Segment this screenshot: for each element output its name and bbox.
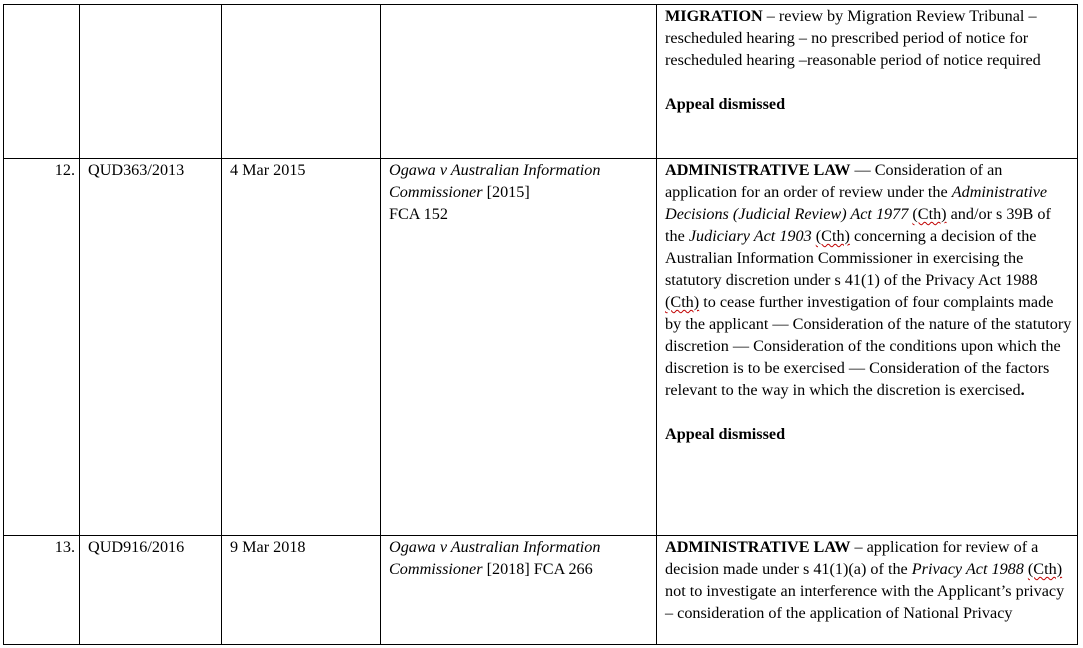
- table-row: [4, 536, 1078, 645]
- jurisdiction-abbrev: (Cth): [665, 293, 700, 311]
- jurisdiction-abbrev: (Cth): [815, 227, 850, 245]
- summary-text: concerning a decision of the Australian Information Commissioner in exercising the statutory discretion under s 41(1) of the Privacy Act 1988: [665, 227, 1038, 289]
- summary-text: to cease further investigation of four complaints made by the applicant — Consideration of the nature of the statutory discretion — Consideration of the conditions upon which the discretion is to be exercised — Consideration of the factors relevant to the way in which the discretion is exercised: [665, 293, 1072, 399]
- table-row: [4, 5, 1078, 159]
- judgment-date: 4 Mar 2015: [222, 159, 381, 536]
- jurisdiction-abbrev: (Cth): [1027, 560, 1063, 578]
- act-name: Judiciary Act 1903: [688, 227, 812, 245]
- case-summary: [657, 159, 1078, 536]
- summary-text: – application for review of a decision made under s 41(1)(a) of the: [665, 538, 1039, 578]
- case-name: [381, 159, 657, 536]
- case-summary: [657, 5, 1078, 159]
- case-title: Ogawa v Australian Information Commissioner: [389, 161, 601, 201]
- case-citation: [2015]: [482, 183, 530, 201]
- act-name: Privacy Act 1988: [911, 560, 1024, 578]
- case-name: [381, 536, 657, 645]
- judgment-date: [222, 5, 381, 159]
- row-number: 12.: [4, 159, 80, 536]
- case-name: [381, 5, 657, 159]
- judgments-table: [3, 4, 1078, 645]
- case-citation-report: FCA 152: [389, 205, 448, 223]
- summary-text: – review by Migration Review Tribunal – rescheduled hearing – no prescribed period of notice for rescheduled hearing –reasonable period of notice required: [665, 7, 1041, 69]
- outcome: Appeal dismissed: [665, 95, 786, 113]
- outcome: Appeal dismissed: [665, 425, 786, 443]
- file-number: [80, 5, 222, 159]
- act-name: Administrative Decisions (Judicial Review) Act 1977: [665, 183, 1048, 223]
- catchword-heading: ADMINISTRATIVE LAW: [665, 161, 851, 179]
- summary-text: — Consideration of an application for an order of review under the: [665, 161, 1003, 201]
- case-summary: [657, 536, 1078, 645]
- case-title: Ogawa v Australian Information Commissioner: [389, 538, 601, 578]
- row-number: 13.: [4, 536, 80, 645]
- row-number: [4, 5, 80, 159]
- file-number: QUD916/2016: [80, 536, 222, 645]
- jurisdiction-abbrev: (Cth): [912, 205, 947, 223]
- table-row: [4, 159, 1078, 536]
- catchword-heading: MIGRATION: [665, 7, 763, 25]
- summary-text: and/or s 39B of the: [665, 205, 1051, 245]
- case-citation: [2018] FCA 266: [482, 560, 593, 578]
- judgment-date: 9 Mar 2018: [222, 536, 381, 645]
- file-number: QUD363/2013: [80, 159, 222, 536]
- catchword-heading: ADMINISTRATIVE LAW: [665, 538, 851, 556]
- summary-period: .: [1020, 381, 1025, 399]
- summary-text: not to investigate an interference with the Applicant’s privacy – consideration of the application of National Privacy: [665, 582, 1065, 622]
